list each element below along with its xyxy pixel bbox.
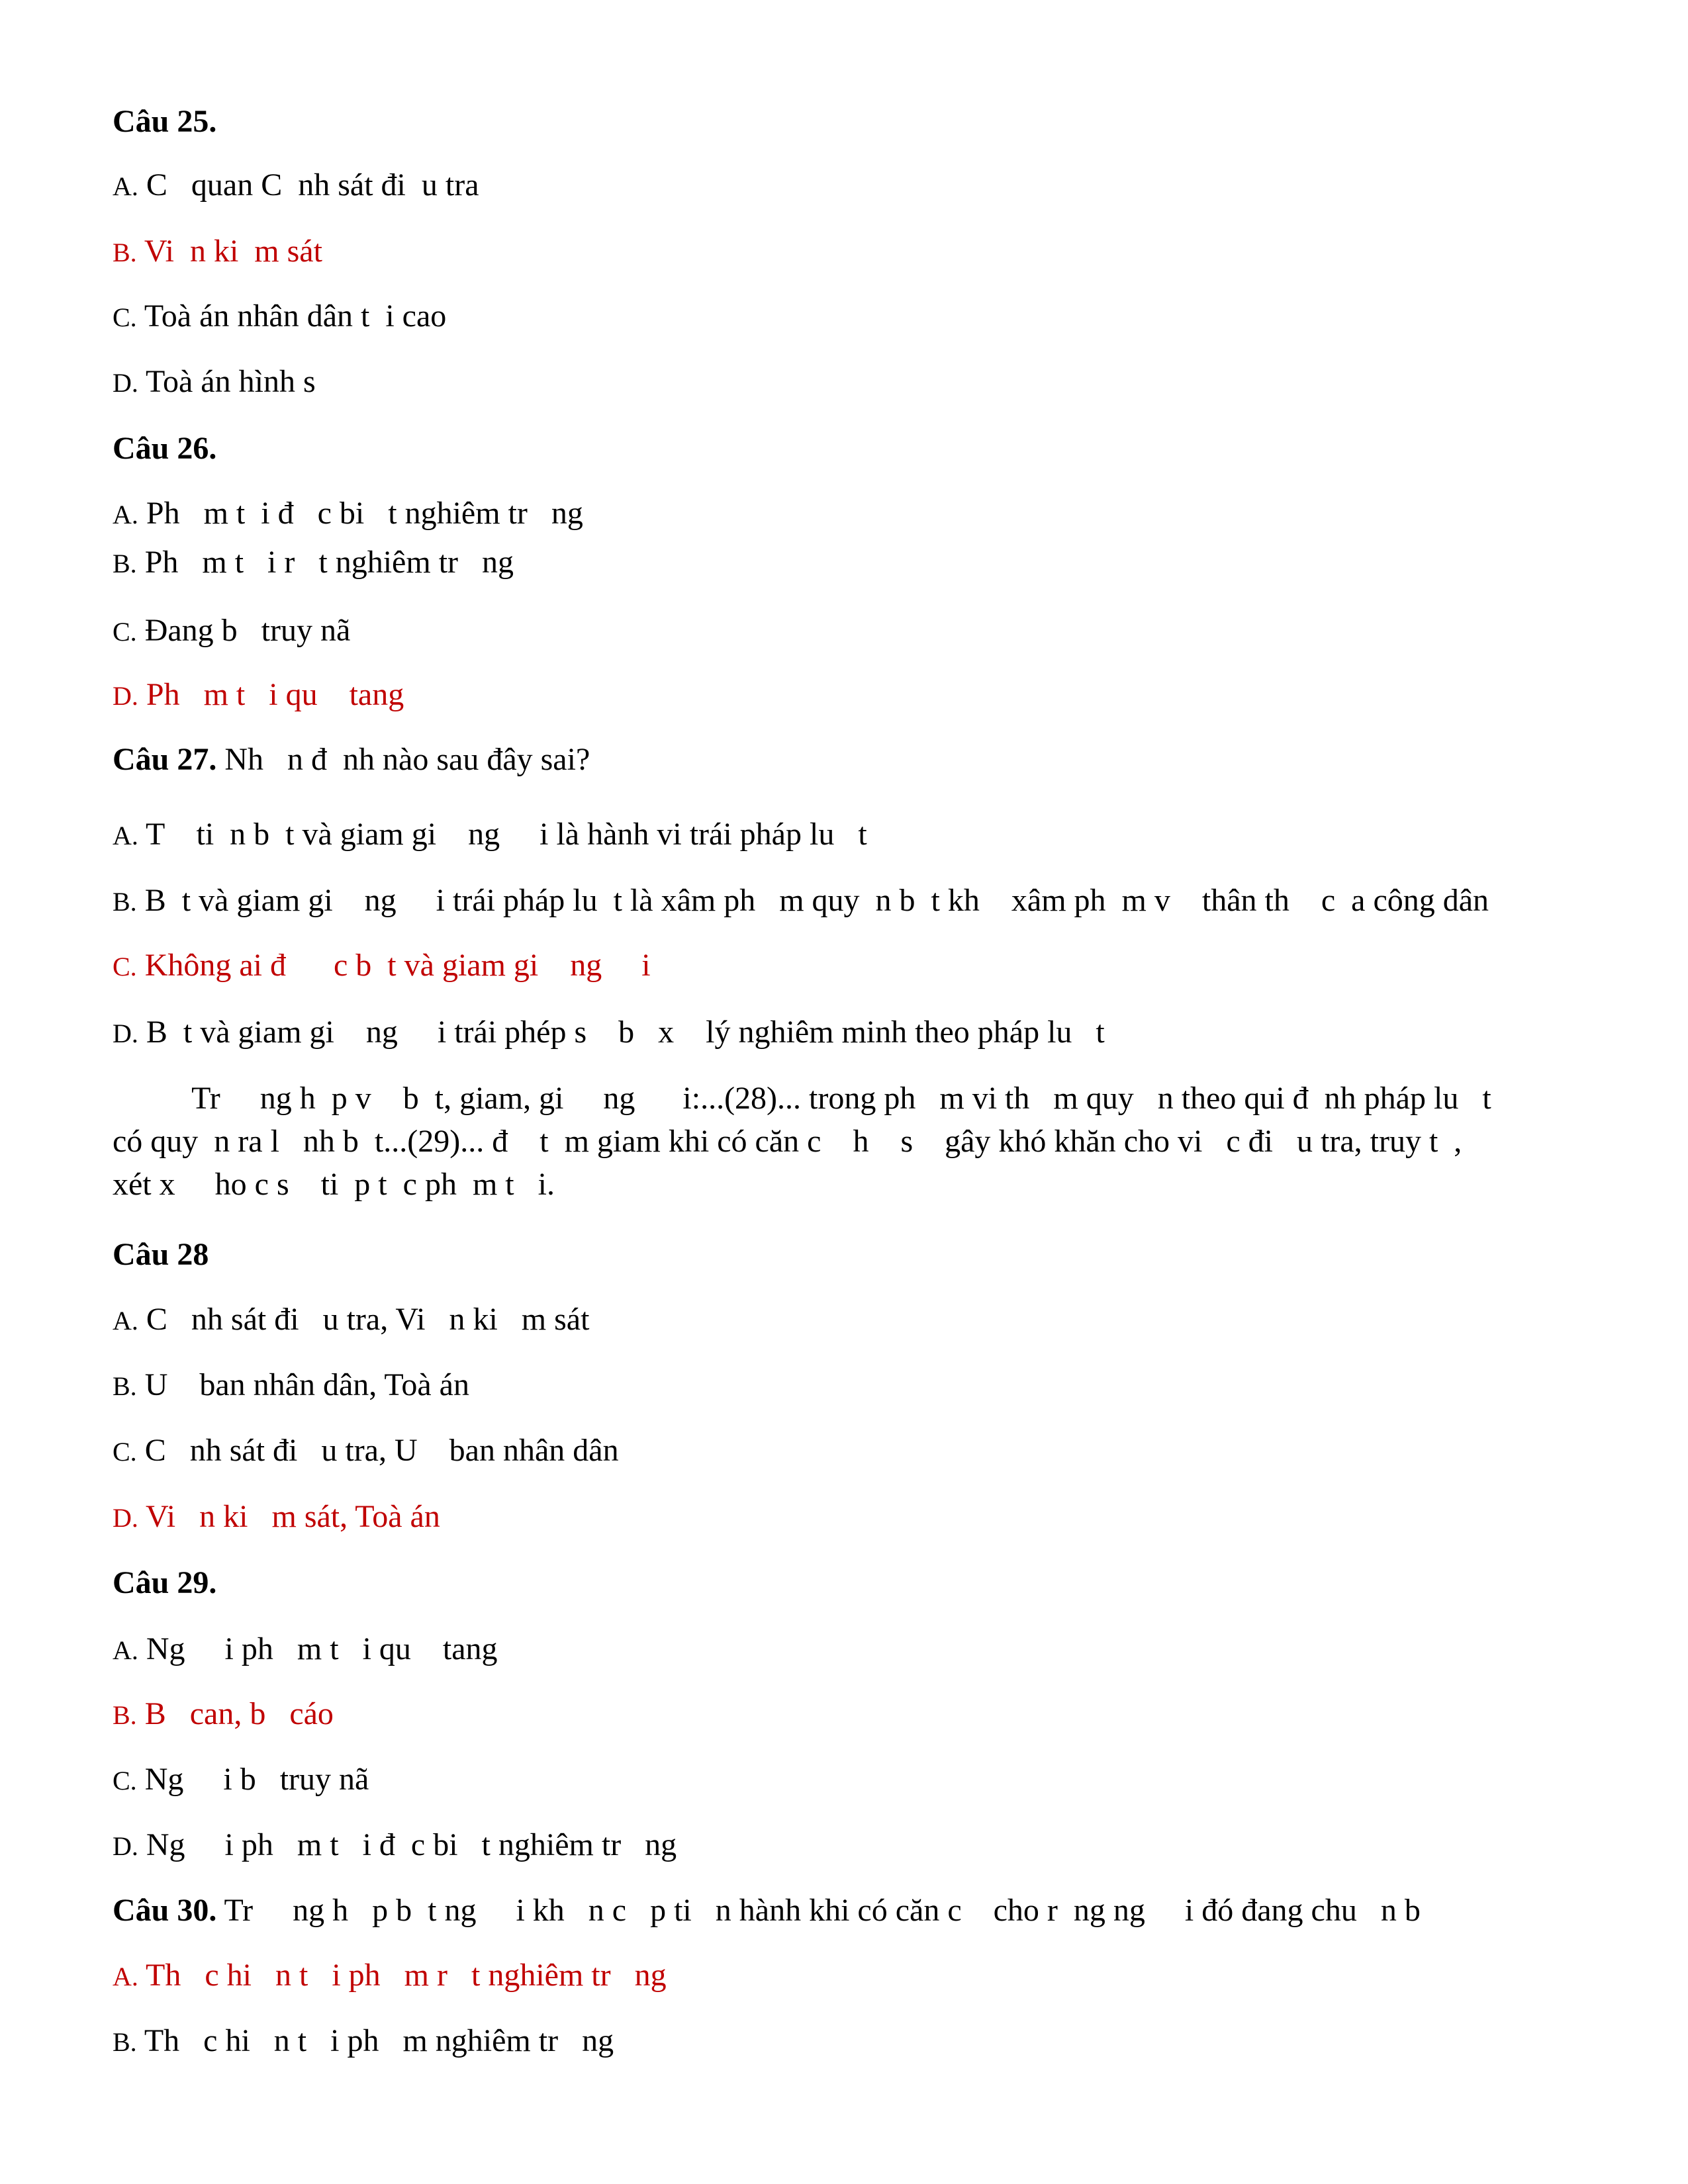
passage-line-2: có quy n ra l nh b t...(29)... đ t m giam khi có căn c h s gây khó khăn cho vi c đi u tra, truy t ,	[113, 1124, 1462, 1159]
q25-option-c[interactable]	[113, 298, 446, 336]
option-text: Ng i ph m t i qu tang	[138, 1631, 498, 1666]
option-letter: B.	[113, 1371, 137, 1401]
option-letter: A.	[113, 1306, 138, 1336]
question-27-text: Nh n đ nh nào sau đây sai?	[216, 742, 590, 777]
option-letter: A.	[113, 1635, 138, 1665]
option-letter: C.	[113, 1437, 137, 1467]
option-text: Ng i ph m t i đ c bi t nghiêm tr ng	[138, 1827, 677, 1862]
q28-option-d-answer[interactable]	[113, 1498, 440, 1537]
question-25-title: Câu 25.	[113, 104, 217, 139]
option-text: Ph m t i qu tang	[138, 677, 404, 712]
option-letter: D.	[113, 1831, 138, 1861]
option-letter: A.	[113, 1962, 138, 1991]
option-text: C nh sát đi u tra, U ban nhân dân	[136, 1433, 619, 1468]
option-letter: B.	[113, 2027, 137, 2057]
option-text: B t và giam gi ng i trái pháp lu t là xâm ph m quy n b t kh xâm ph m v thân th c a công dân	[136, 883, 1489, 918]
q26-option-d-answer[interactable]	[113, 676, 404, 715]
option-text: T ti n b t và giam gi ng i là hành vi trái pháp lu t	[138, 817, 867, 852]
option-letter: A.	[113, 171, 138, 201]
question-30-title: Câu 30.	[113, 1893, 217, 1928]
option-text: Th c hi n t i ph m r t nghiêm tr ng	[138, 1958, 667, 1993]
option-text: C nh sát đi u tra, Vi n ki m sát	[138, 1302, 590, 1337]
option-letter: C.	[113, 952, 137, 981]
question-26-title: Câu 26.	[113, 431, 217, 466]
q30-option-a-answer[interactable]	[113, 1957, 667, 1995]
option-text: Ng i b truy nã	[136, 1762, 369, 1797]
q27-option-b[interactable]	[113, 882, 1489, 921]
q29-option-b-answer[interactable]	[113, 1696, 334, 1734]
q28-option-c[interactable]	[113, 1432, 619, 1471]
question-30	[113, 1892, 1421, 1929]
q27-option-c-answer[interactable]	[113, 947, 651, 985]
option-letter: D.	[113, 1503, 138, 1533]
option-text: B can, b cáo	[136, 1696, 334, 1731]
option-letter: D.	[113, 681, 138, 711]
option-letter: C.	[113, 1766, 137, 1796]
q26-option-c[interactable]	[113, 612, 350, 651]
option-text: Ph m t i r t nghiêm tr ng	[136, 545, 514, 580]
q26-option-b[interactable]	[113, 544, 514, 582]
option-letter: D.	[113, 1019, 138, 1048]
q26-option-a[interactable]	[113, 495, 583, 533]
option-letter: B.	[113, 887, 137, 917]
option-text: C quan C nh sát đi u tra	[138, 167, 479, 203]
option-letter: D.	[113, 368, 138, 398]
option-letter: B.	[113, 1700, 137, 1730]
passage-line-3: xét x ho c s ti p t c ph m t i.	[113, 1167, 555, 1202]
option-text: Ph m t i đ c bi t nghiêm tr ng	[138, 496, 583, 531]
option-text: Toà án hình s	[138, 364, 316, 399]
question-27	[113, 741, 590, 778]
option-letter: B.	[113, 238, 137, 267]
q27-option-d[interactable]	[113, 1014, 1105, 1052]
option-text: B t và giam gi ng i trái phép s b x lý nghiêm minh theo pháp lu t	[138, 1015, 1105, 1050]
option-letter: A.	[113, 821, 138, 850]
option-text: U ban nhân dân, Toà án	[136, 1367, 469, 1402]
option-letter: B.	[113, 549, 137, 578]
option-text: Vi n ki m sát, Toà án	[138, 1499, 440, 1534]
q29-option-a[interactable]	[113, 1631, 498, 1669]
q28-option-b[interactable]	[113, 1367, 469, 1405]
option-text: Toà án nhân dân t i cao	[136, 298, 447, 334]
q25-option-d[interactable]	[113, 363, 316, 402]
q28-option-a[interactable]	[113, 1301, 589, 1340]
passage-line-1: Tr ng h p v b t, giam, gi ng i:...(28)... trong ph m vi th m quy n theo qui đ nh pháp lu t	[113, 1081, 1491, 1116]
question-30-text: Tr ng h p b t ng i kh n c p ti n hành khi có căn c cho r ng ng i đó đang chu n b	[216, 1893, 1421, 1928]
q29-option-c[interactable]	[113, 1761, 369, 1799]
question-29-title: Câu 29.	[113, 1565, 217, 1600]
q25-option-b-answer[interactable]	[113, 233, 322, 271]
option-text: Th c hi n t i ph m nghiêm tr ng	[136, 2023, 614, 2058]
option-letter: C.	[113, 302, 137, 332]
q25-option-a[interactable]	[113, 167, 479, 205]
option-text: Không ai đ c b t và giam gi ng i	[136, 948, 651, 983]
option-letter: C.	[113, 617, 137, 647]
question-28-title: Câu 28	[113, 1237, 209, 1272]
option-letter: A.	[113, 500, 138, 529]
q27-option-a[interactable]	[113, 816, 867, 854]
option-text: Vi n ki m sát	[136, 234, 322, 269]
q29-option-d[interactable]	[113, 1827, 677, 1865]
q30-option-b[interactable]	[113, 2023, 614, 2061]
question-27-title: Câu 27.	[113, 742, 217, 777]
option-text: Đang b truy nã	[136, 613, 351, 648]
